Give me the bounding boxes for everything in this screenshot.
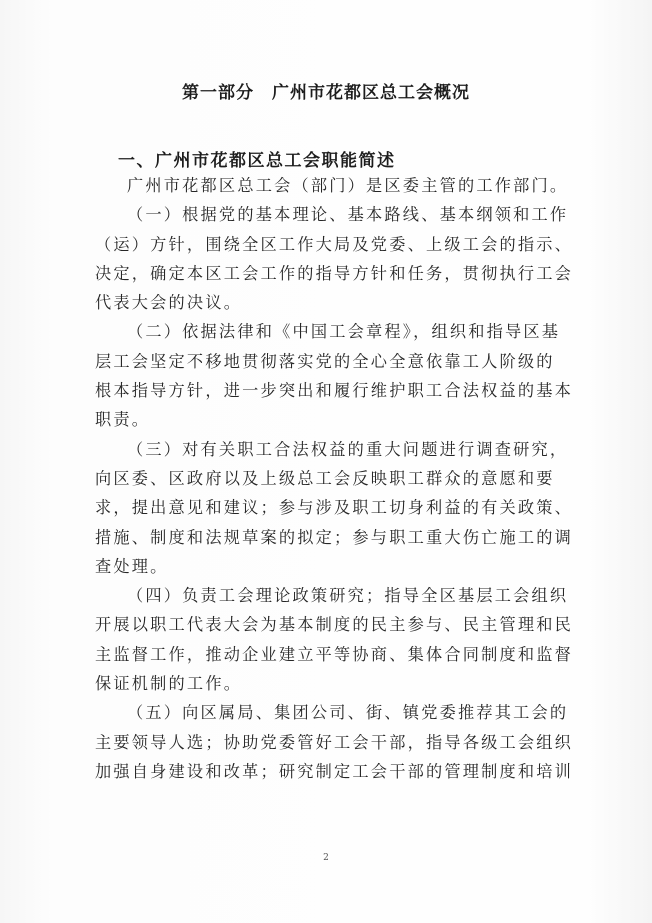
text-line: 根本指导方针，进一步突出和履行维护职工合法权益的基本	[95, 381, 574, 401]
text-line: 加强自身建设和改革；研究制定工会干部的管理制度和培训	[95, 761, 574, 781]
text-line: （二）依据法律和《中国工会章程》，组织和指导区基	[127, 322, 561, 342]
body-text	[95, 171, 574, 786]
text-line: （运）方针，围绕全区工作大局及党委、上级工会的指示、	[95, 234, 574, 254]
text-line: 求，提出意见和建议；参与涉及职工切身利益的有关政策、	[95, 498, 574, 518]
section-heading: 一、广州市花都区总工会职能简述	[118, 151, 396, 171]
text-line: （五）向区属局、集团公司、街、镇党委推荐其工会的	[127, 703, 569, 723]
text-line: （四）负责工会理论政策研究；指导全区基层工会组织	[127, 586, 569, 606]
text-line: 保证机制的工作。	[95, 674, 243, 694]
text-line: 措施、制度和法规草案的拟定；参与职工重大伤亡施工的调	[95, 527, 574, 547]
text-line: 主监督工作，推动企业建立平等协商、集体合同制度和监督	[95, 644, 574, 664]
text-line: （一）根据党的基本理论、基本路线、基本纲领和工作	[127, 205, 569, 225]
text-line: 向区委、区政府以及上级总工会反映职工群众的意愿和要	[95, 468, 555, 488]
text-line: （三）对有关职工合法权益的重大问题进行调查研究，	[127, 439, 569, 459]
text-line: 主要领导人选；协助党委管好工会干部，指导各级工会组织	[95, 732, 574, 752]
text-line: 职责。	[95, 410, 151, 430]
title-main: 广州市花都区总工会概况	[272, 83, 470, 103]
text-line: 广州市花都区总工会（部门）是区委主管的工作部门。	[127, 176, 569, 195]
text-line: 层工会坚定不移地贯彻落实党的全心全意依靠工人阶级的	[95, 351, 555, 371]
text-line: 代表大会的决议。	[95, 293, 243, 313]
page-title	[0, 78, 652, 103]
text-line: 决定，确定本区工会工作的指导方针和任务，贯彻执行工会	[95, 263, 574, 283]
page-number: 2	[323, 853, 329, 863]
title-part: 第一部分	[182, 83, 254, 103]
text-line: 查处理。	[95, 556, 169, 576]
text-line: 开展以职工代表大会为基本制度的民主参与、民主管理和民	[95, 615, 574, 635]
